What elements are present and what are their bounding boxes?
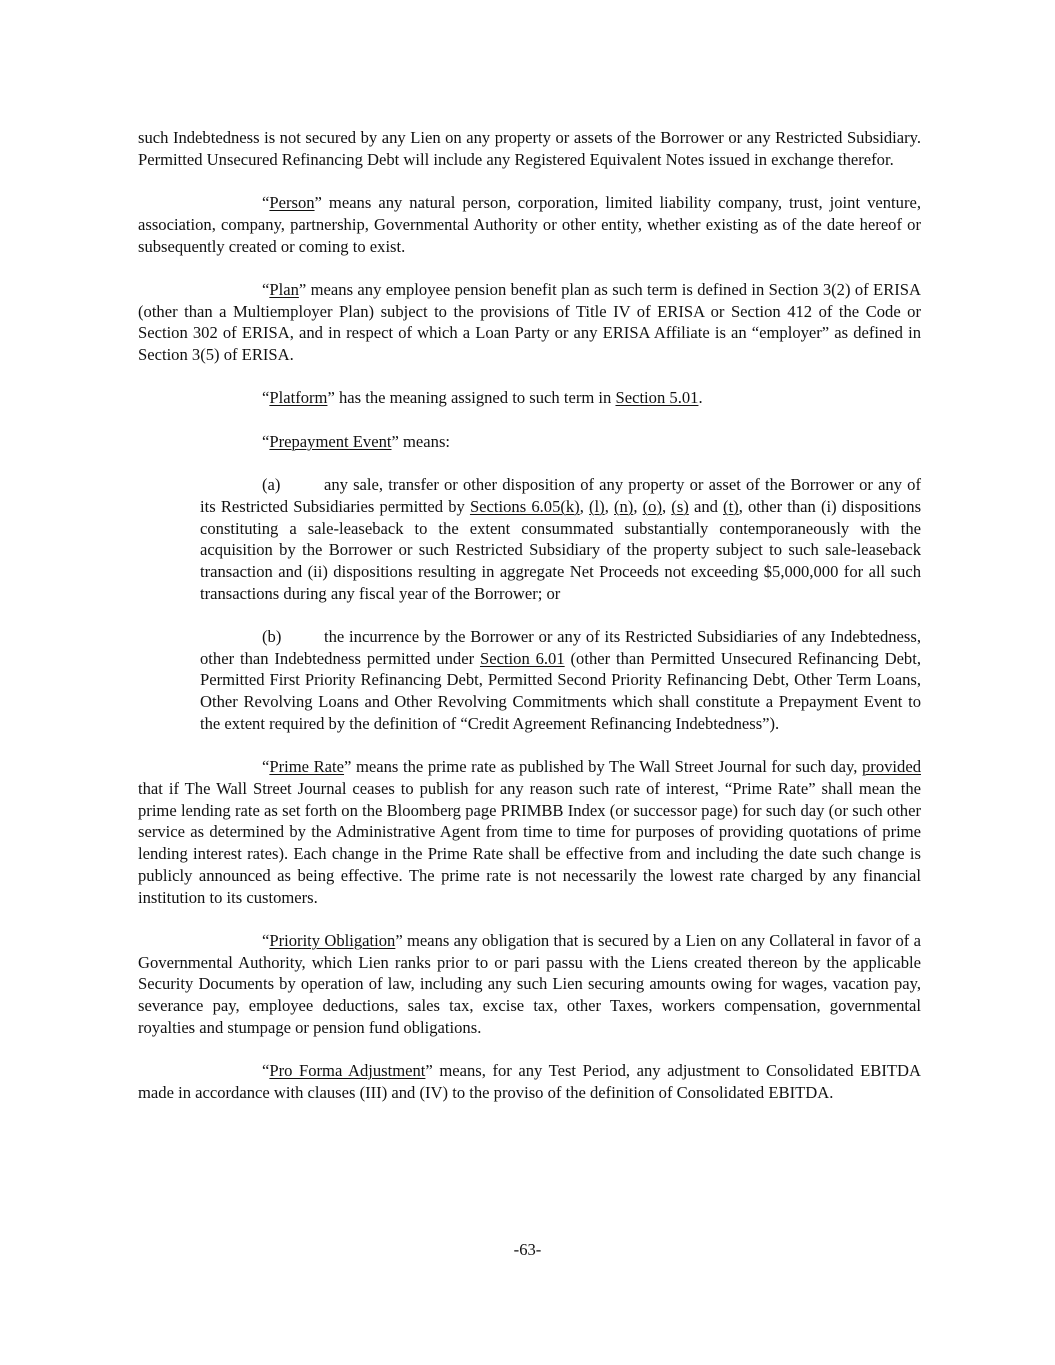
defined-term: Prepayment Event bbox=[269, 431, 392, 451]
definition-plan: “Plan” means any employee pension benefit plan as such term is defined in Section 3(2) of ERISA (other than a Multiemployer Plan) subject to the provisions of Title IV of ERISA or Section 412 of the Code or Section 302 of ERISA, and in respect of which a Loan Party or any ERISA Affiliate is an “employer” as defined in Section 3(5) of ERISA. bbox=[138, 279, 921, 364]
definition-priority-obligation: “Priority Obligation” means any obligation that is secured by a Lien on any Collateral in favor of a Governmental Authority, which Lien ranks prior to or pari passu with the Liens created thereon by the applicable Security Documents by operation of law, including any such Lien securing amounts owing for wages, vacation pay, severance pay, employee deductions, sales tax, excise tax, other Taxes, workers compensation, governmental royalties and stumpage or pension fund obligations. bbox=[138, 930, 921, 1037]
section-reference: (t) bbox=[723, 496, 739, 516]
definition-pro-forma-adjustment: “Pro Forma Adjustment” means, for any Test Period, any adjustment to Consolidated EBITDA made in accordance with clauses (III) and (IV) to the proviso of the definition of Consolidated EBITDA. bbox=[138, 1061, 921, 1102]
section-reference: (l) bbox=[589, 496, 605, 516]
clause-b: (b) the incurrence by the Borrower or any of its Restricted Subsidiaries of any Indebtedness, other than Indebtedness permitted under Section 6.01 (other than Permitted Unsecured Refinancing Debt, Permitted First Priority Refinancing Debt, Permitted Second Priority Refinancing Debt, Other Term Loans, Other Revolving Loans and Other Revolving Commitments which shall constitute a Prepayment Event to the extent required by the definition of “Credit Agreement Refinancing Indebtedness”). bbox=[200, 627, 921, 733]
defined-term: Priority Obligation bbox=[269, 930, 396, 950]
definition-platform: “Platform” has the meaning assigned to such term in Section 5.01. bbox=[262, 388, 703, 408]
section-reference: (n) bbox=[613, 496, 634, 516]
defined-term: Prime Rate bbox=[269, 757, 345, 777]
section-reference: Sections 6.05(k) bbox=[469, 496, 580, 516]
section-reference: Section 5.01 bbox=[615, 388, 699, 408]
section-reference: (s) bbox=[671, 496, 689, 516]
document-body bbox=[138, 127, 921, 1125]
definition-person: “Person” means any natural person, corporation, limited liability company, trust, joint venture, association, company, partnership, Governmental Authority or other entity, whether existing as of the date hereof or subsequently created or coming to exist. bbox=[138, 193, 921, 256]
clause-label: (a) bbox=[262, 475, 281, 495]
defined-term: Person bbox=[269, 193, 315, 213]
paragraph-continuation: such Indebtedness is not secured by any Lien on any property or assets of the Borrower or any Restricted Subsidiary. Permitted Unsecured Refinancing Debt will include any Registered Equivalent Notes issued in exchange therefor. bbox=[138, 128, 921, 169]
clause-label: (b) bbox=[262, 627, 282, 647]
section-reference: Section 6.01 bbox=[479, 648, 565, 668]
defined-term: Plan bbox=[269, 279, 299, 299]
defined-term: Pro Forma Adjustment bbox=[269, 1061, 426, 1081]
proviso-term: provided bbox=[862, 757, 921, 777]
page-number: -63- bbox=[513, 1240, 542, 1259]
section-reference: (o) bbox=[642, 496, 662, 516]
defined-term: Platform bbox=[269, 388, 328, 408]
definition-prepayment-event: “Prepayment Event” means: bbox=[262, 431, 451, 451]
definition-prime-rate: “Prime Rate” means the prime rate as published by The Wall Street Journal for such day, provided that if The Wall Street Journal ceases to publish for any reason such rate of interest, “Prime Rate” shall mean the prime lending rate as set forth on the Bloomberg page PRIMBB Index (or successor page) for such day (or such other service as determined by the Administrative Agent from time to time for purposes of providing quotations of prime lending interest rates). Each change in the Prime Rate shall be effective from and including the date such change is publicly announced as being effective. The prime rate is not necessarily the lowest rate charged by any financial institution to its customers. bbox=[138, 757, 921, 907]
clause-a: (a) any sale, transfer or other disposition of any property or asset of the Borrower or any of its Restricted Subsidiaries permitted by Sections 6.05(k), (l), (n), (o), (s) and (t), other than (i) dispositions constituting a sale-leaseback to the extent consummated substantially contemporaneously with the acquisition by the Borrower or such Restricted Subsidiary of the property subject to such sale-leaseback transaction and (ii) dispositions resulting in aggregate Net Proceeds not exceeding $5,000,000 for all such transactions during any fiscal year of the Borrower; or bbox=[200, 475, 922, 603]
